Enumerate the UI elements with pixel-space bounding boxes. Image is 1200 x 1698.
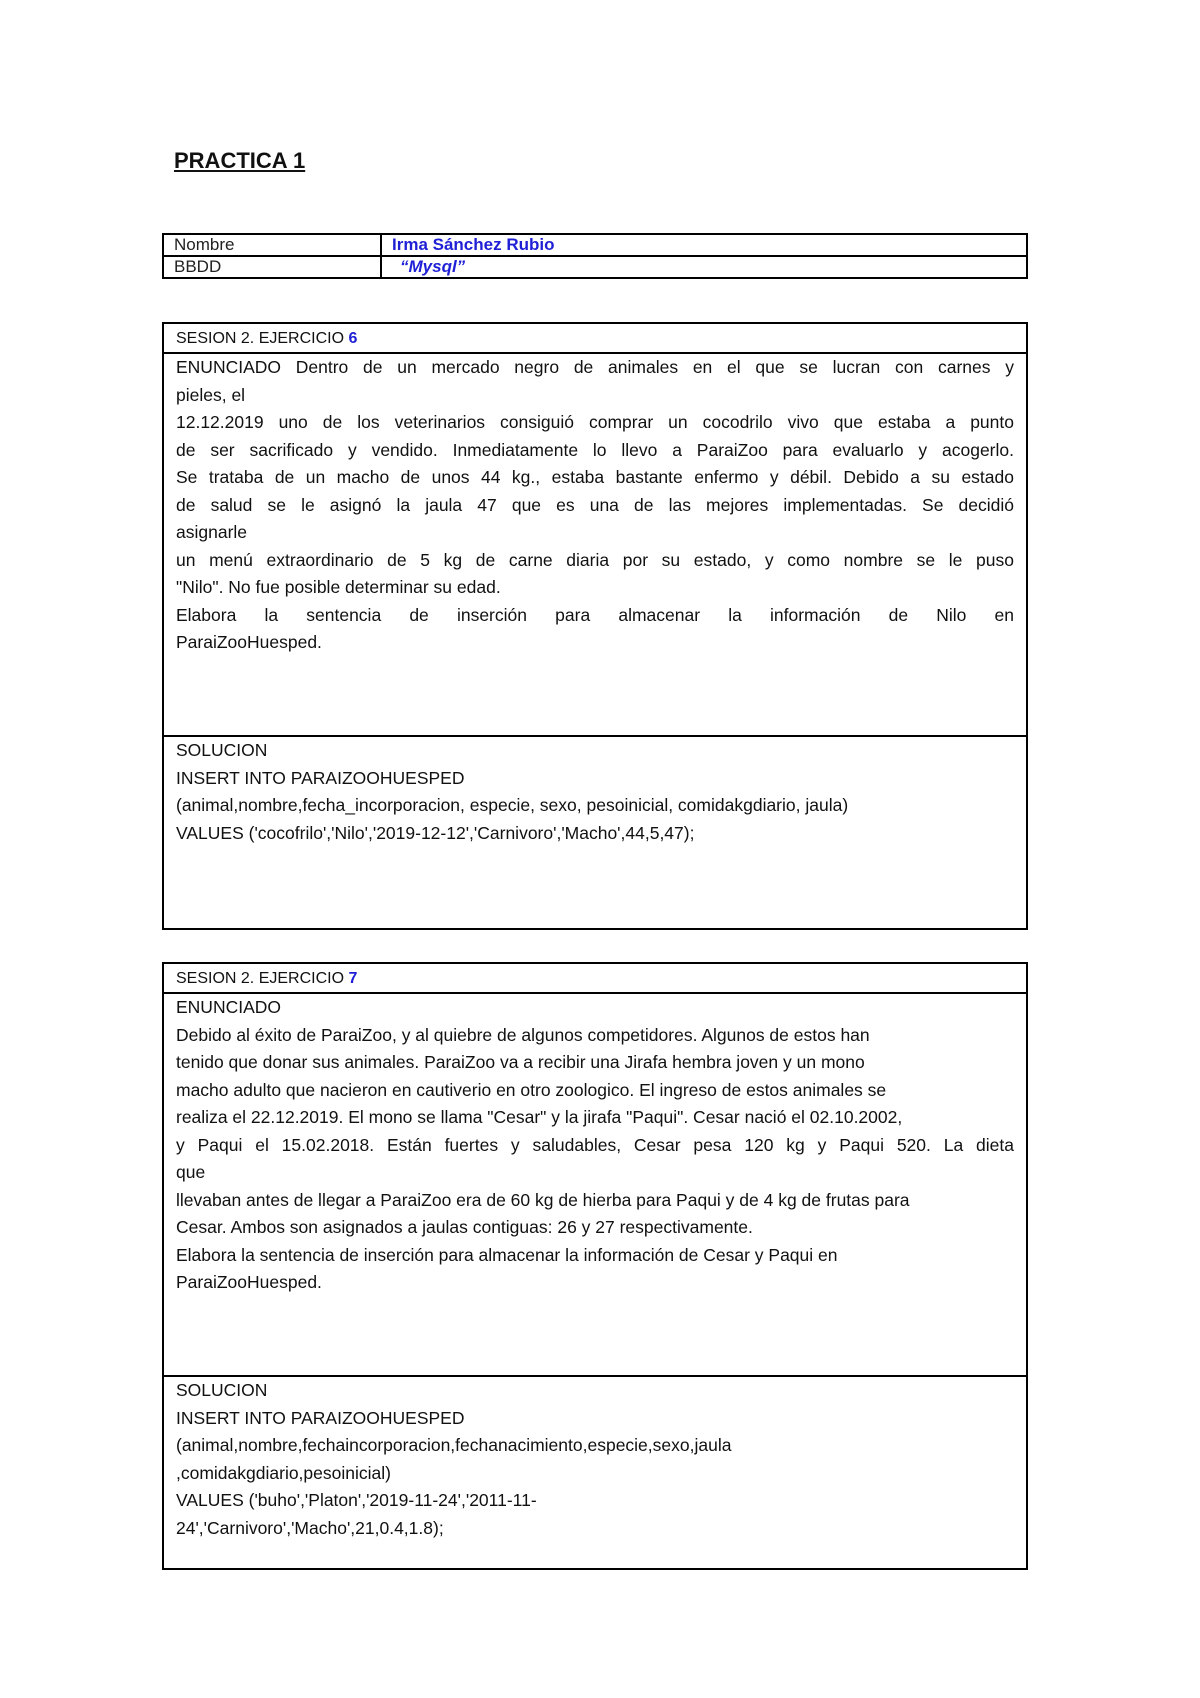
enunciado-line: Debido al éxito de ParaiZoo, y al quiebre de algunos competidores. Algunos de estos han: [176, 1024, 870, 1045]
exercise-7-enunciado: [164, 994, 1026, 1377]
enunciado-line: realiza el 22.12.2019. El mono se llama "Cesar" y la jirafa "Paqui". Cesar nació el 02.10.2002,: [176, 1107, 903, 1127]
bbdd-row: [163, 256, 1027, 278]
exercise-6-enunciado: [164, 354, 1026, 737]
solucion-line: SOLUCION: [176, 740, 268, 760]
enunciado-line: ParaiZooHuesped.: [176, 1272, 322, 1292]
enunciado-line: asignarle: [176, 522, 248, 542]
enunciado-line: tenido que donar sus animales. ParaiZoo va a recibir una Jirafa hembra joven y un mono: [176, 1052, 865, 1072]
exercise-7-solucion: [164, 1377, 1026, 1568]
exercise-6-box: [162, 322, 1028, 930]
enunciado-line: un menú extraordinario de 5 kg de carne diaria por su estado, y como nombre se le puso: [176, 549, 1014, 570]
exercise-6-solucion: [164, 737, 1026, 928]
exercise-6-header: [164, 324, 1026, 354]
solucion-line: INSERT INTO PARAIZOOHUESPED: [176, 1407, 465, 1428]
enunciado-line: Elabora la sentencia de inserción para almacenar la información de Nilo en: [176, 604, 1014, 625]
solucion-line: SOLUCION: [176, 1380, 268, 1400]
page-title: PRACTICA 1: [174, 148, 306, 173]
enunciado-line: Elabora la sentencia de inserción para almacenar la información de Cesar y Paqui en: [176, 1244, 838, 1265]
nombre-value: Irma Sánchez Rubio: [381, 234, 1027, 256]
info-table: [162, 233, 1028, 279]
enunciado-line: ParaiZooHuesped.: [176, 632, 322, 652]
enunciado-line: Se trataba de un macho de unos 44 kg., estaba bastante enfermo y débil. Debido a su estado: [176, 467, 1014, 487]
exercise-6-number: 6: [348, 330, 358, 347]
enunciado-line: que: [176, 1162, 206, 1182]
solucion-line: 24','Carnivoro','Macho',21,0.4,1.8);: [176, 1517, 444, 1538]
bbdd-label: BBDD: [163, 256, 381, 278]
enunciado-line: llevaban antes de llegar a ParaiZoo era de 60 kg de hierba para Paqui y de 4 kg de frutas para: [176, 1189, 910, 1210]
solucion-line: INSERT INTO PARAIZOOHUESPED: [176, 767, 465, 788]
bbdd-value: “Mysql”: [381, 256, 1027, 278]
solucion-line: (animal,nombre,fecha_incorporacion, especie, sexo, pesoinicial, comidakgdiario, jaula): [176, 795, 849, 815]
enunciado-line: pieles, el: [176, 384, 246, 405]
solucion-line: VALUES ('buho','Platon','2019-11-24','2011-11-: [176, 1490, 537, 1510]
enunciado-line: y Paqui el 15.02.2018. Están fuertes y saludables, Cesar pesa 120 kg y Paqui 520. La dieta: [176, 1134, 1014, 1155]
exercise-7-number: 7: [348, 970, 358, 987]
solucion-line: VALUES ('cocofrilo','Nilo','2019-12-12','Carnivoro','Macho',44,5,47);: [176, 822, 695, 843]
enunciado-line: de ser sacrificado y vendido. Inmediatamente lo llevo a ParaiZoo para evaluarlo y acogerlo.: [176, 439, 1014, 460]
enunciado-line: macho adulto que nacieron en cautiverio en otro zoologico. El ingreso de estos animales se: [176, 1079, 887, 1100]
solucion-line: (animal,nombre,fechaincorporacion,fechanacimiento,especie,sexo,jaula: [176, 1435, 732, 1455]
exercise-7-header: [164, 964, 1026, 994]
solucion-line: ,comidakgdiario,pesoinicial): [176, 1462, 391, 1483]
exercise-7-box: [162, 962, 1028, 1570]
enunciado-line: de salud se le asignó la jaula 47 que es una de las mejores implementadas. Se decidió: [176, 494, 1014, 515]
enunciado-line: ENUNCIADO Dentro de un mercado negro de animales en el que se lucran con carnes y: [176, 357, 1014, 377]
enunciado-line: ENUNCIADO: [176, 997, 282, 1017]
exercise-7-header-prefix: SESION 2. EJERCICIO: [176, 970, 349, 987]
nombre-row: [163, 234, 1027, 256]
enunciado-line: "Nilo". No fue posible determinar su edad.: [176, 577, 501, 597]
nombre-label: Nombre: [163, 234, 381, 256]
exercise-6-header-prefix: SESION 2. EJERCICIO: [176, 330, 349, 347]
enunciado-line: Cesar. Ambos son asignados a jaulas contiguas: 26 y 27 respectivamente.: [176, 1217, 753, 1237]
enunciado-line: 12.12.2019 uno de los veterinarios consiguió comprar un cocodrilo vivo que estaba a punto: [176, 412, 1014, 432]
